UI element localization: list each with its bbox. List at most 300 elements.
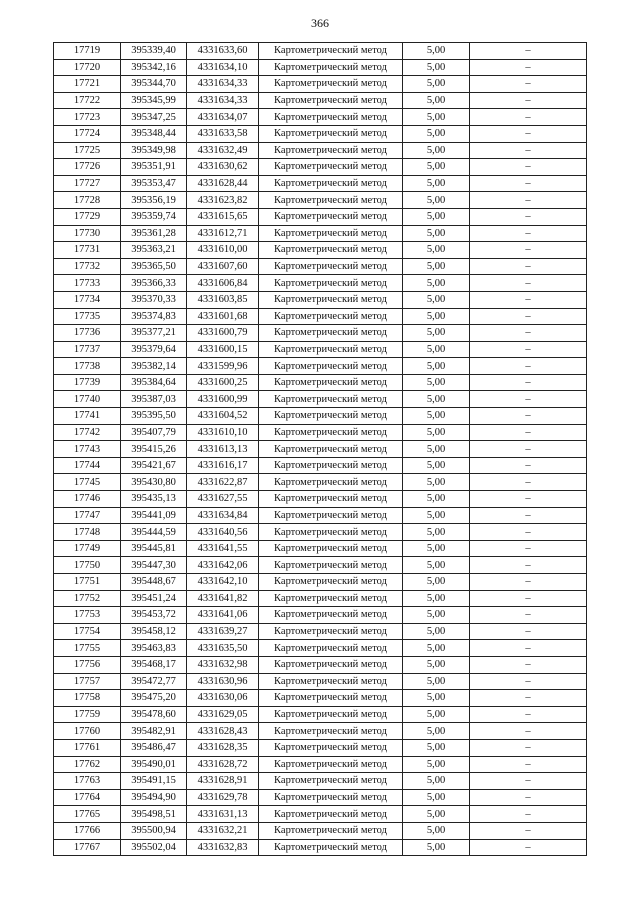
description-cell: –: [470, 756, 587, 773]
description-cell: –: [470, 690, 587, 707]
description-cell: –: [470, 125, 587, 142]
point-number-cell: 17763: [54, 773, 121, 790]
method-cell: Картометрический метод: [259, 623, 403, 640]
x-coordinate-cell: 395356,19: [121, 192, 187, 209]
table-body: [54, 43, 587, 856]
method-cell: Картометрический метод: [259, 590, 403, 607]
method-cell: Картометрический метод: [259, 43, 403, 60]
table-row: [54, 773, 587, 790]
y-coordinate-cell: 4331616,17: [187, 457, 259, 474]
y-coordinate-cell: 4331604,52: [187, 408, 259, 425]
accuracy-cell: 5,00: [403, 474, 470, 491]
table-row: [54, 76, 587, 93]
table-row: [54, 623, 587, 640]
x-coordinate-cell: 395435,13: [121, 491, 187, 508]
point-number-cell: 17744: [54, 457, 121, 474]
table-row: [54, 822, 587, 839]
y-coordinate-cell: 4331641,82: [187, 590, 259, 607]
point-number-cell: 17756: [54, 656, 121, 673]
point-number-cell: 17722: [54, 92, 121, 109]
accuracy-cell: 5,00: [403, 491, 470, 508]
table-row: [54, 391, 587, 408]
table-row: [54, 756, 587, 773]
method-cell: Картометрический метод: [259, 59, 403, 76]
point-number-cell: 17740: [54, 391, 121, 408]
table-row: [54, 208, 587, 225]
table-row: [54, 739, 587, 756]
x-coordinate-cell: 395468,17: [121, 656, 187, 673]
description-cell: –: [470, 225, 587, 242]
y-coordinate-cell: 4331628,43: [187, 723, 259, 740]
description-cell: –: [470, 308, 587, 325]
point-number-cell: 17757: [54, 673, 121, 690]
accuracy-cell: 5,00: [403, 723, 470, 740]
description-cell: –: [470, 706, 587, 723]
table-row: [54, 524, 587, 541]
accuracy-cell: 5,00: [403, 391, 470, 408]
table-row: [54, 690, 587, 707]
table-row: [54, 374, 587, 391]
y-coordinate-cell: 4331632,49: [187, 142, 259, 159]
method-cell: Картометрический метод: [259, 756, 403, 773]
method-cell: Картометрический метод: [259, 457, 403, 474]
accuracy-cell: 5,00: [403, 507, 470, 524]
method-cell: Картометрический метод: [259, 806, 403, 823]
y-coordinate-cell: 4331628,72: [187, 756, 259, 773]
description-cell: –: [470, 76, 587, 93]
y-coordinate-cell: 4331641,06: [187, 607, 259, 624]
table-row: [54, 789, 587, 806]
description-cell: –: [470, 242, 587, 259]
table-row: [54, 723, 587, 740]
description-cell: –: [470, 358, 587, 375]
accuracy-cell: 5,00: [403, 607, 470, 624]
y-coordinate-cell: 4331600,99: [187, 391, 259, 408]
table-row: [54, 673, 587, 690]
x-coordinate-cell: 395475,20: [121, 690, 187, 707]
accuracy-cell: 5,00: [403, 590, 470, 607]
table-row: [54, 607, 587, 624]
y-coordinate-cell: 4331631,13: [187, 806, 259, 823]
point-number-cell: 17724: [54, 125, 121, 142]
x-coordinate-cell: 395486,47: [121, 739, 187, 756]
method-cell: Картометрический метод: [259, 574, 403, 591]
accuracy-cell: 5,00: [403, 524, 470, 541]
y-coordinate-cell: 4331630,62: [187, 159, 259, 176]
table-row: [54, 43, 587, 60]
point-number-cell: 17723: [54, 109, 121, 126]
description-cell: –: [470, 822, 587, 839]
method-cell: Картометрический метод: [259, 540, 403, 557]
table-row: [54, 474, 587, 491]
point-number-cell: 17760: [54, 723, 121, 740]
point-number-cell: 17765: [54, 806, 121, 823]
x-coordinate-cell: 395448,67: [121, 574, 187, 591]
point-number-cell: 17725: [54, 142, 121, 159]
point-number-cell: 17754: [54, 623, 121, 640]
method-cell: Картометрический метод: [259, 159, 403, 176]
method-cell: Картометрический метод: [259, 92, 403, 109]
table-row: [54, 175, 587, 192]
accuracy-cell: 5,00: [403, 59, 470, 76]
table-row: [54, 92, 587, 109]
method-cell: Картометрический метод: [259, 341, 403, 358]
method-cell: Картометрический метод: [259, 258, 403, 275]
y-coordinate-cell: 4331623,82: [187, 192, 259, 209]
accuracy-cell: 5,00: [403, 690, 470, 707]
x-coordinate-cell: 395491,15: [121, 773, 187, 790]
y-coordinate-cell: 4331632,21: [187, 822, 259, 839]
method-cell: Картометрический метод: [259, 607, 403, 624]
y-coordinate-cell: 4331610,10: [187, 424, 259, 441]
y-coordinate-cell: 4331606,84: [187, 275, 259, 292]
y-coordinate-cell: 4331613,13: [187, 441, 259, 458]
table-row: [54, 258, 587, 275]
method-cell: Картометрический метод: [259, 308, 403, 325]
accuracy-cell: 5,00: [403, 43, 470, 60]
x-coordinate-cell: 395500,94: [121, 822, 187, 839]
method-cell: Картометрический метод: [259, 690, 403, 707]
method-cell: Картометрический метод: [259, 773, 403, 790]
point-number-cell: 17728: [54, 192, 121, 209]
table-row: [54, 225, 587, 242]
point-number-cell: 17752: [54, 590, 121, 607]
description-cell: –: [470, 275, 587, 292]
point-number-cell: 17743: [54, 441, 121, 458]
point-number-cell: 17741: [54, 408, 121, 425]
description-cell: –: [470, 441, 587, 458]
method-cell: Картометрический метод: [259, 491, 403, 508]
table-row: [54, 574, 587, 591]
point-number-cell: 17733: [54, 275, 121, 292]
y-coordinate-cell: 4331628,44: [187, 175, 259, 192]
table-row: [54, 457, 587, 474]
x-coordinate-cell: 395382,14: [121, 358, 187, 375]
method-cell: Картометрический метод: [259, 789, 403, 806]
x-coordinate-cell: 395445,81: [121, 540, 187, 557]
y-coordinate-cell: 4331635,50: [187, 640, 259, 657]
table-row: [54, 806, 587, 823]
point-number-cell: 17720: [54, 59, 121, 76]
y-coordinate-cell: 4331634,33: [187, 92, 259, 109]
point-number-cell: 17737: [54, 341, 121, 358]
x-coordinate-cell: 395415,26: [121, 441, 187, 458]
point-number-cell: 17726: [54, 159, 121, 176]
x-coordinate-cell: 395441,09: [121, 507, 187, 524]
y-coordinate-cell: 4331630,96: [187, 673, 259, 690]
description-cell: –: [470, 291, 587, 308]
point-number-cell: 17746: [54, 491, 121, 508]
y-coordinate-cell: 4331633,58: [187, 125, 259, 142]
y-coordinate-cell: 4331632,83: [187, 839, 259, 856]
point-number-cell: 17734: [54, 291, 121, 308]
page-number: 366: [311, 16, 329, 30]
y-coordinate-cell: 4331628,35: [187, 739, 259, 756]
description-cell: –: [470, 457, 587, 474]
method-cell: Картометрический метод: [259, 208, 403, 225]
method-cell: Картометрический метод: [259, 524, 403, 541]
description-cell: –: [470, 109, 587, 126]
point-number-cell: 17750: [54, 557, 121, 574]
x-coordinate-cell: 395351,91: [121, 159, 187, 176]
description-cell: –: [470, 192, 587, 209]
table-row: [54, 408, 587, 425]
accuracy-cell: 5,00: [403, 673, 470, 690]
point-number-cell: 17732: [54, 258, 121, 275]
description-cell: –: [470, 474, 587, 491]
y-coordinate-cell: 4331603,85: [187, 291, 259, 308]
y-coordinate-cell: 4331615,65: [187, 208, 259, 225]
point-number-cell: 17759: [54, 706, 121, 723]
point-number-cell: 17736: [54, 325, 121, 342]
accuracy-cell: 5,00: [403, 208, 470, 225]
table-row: [54, 491, 587, 508]
accuracy-cell: 5,00: [403, 640, 470, 657]
description-cell: –: [470, 723, 587, 740]
accuracy-cell: 5,00: [403, 258, 470, 275]
x-coordinate-cell: 395472,77: [121, 673, 187, 690]
table-row: [54, 590, 587, 607]
accuracy-cell: 5,00: [403, 424, 470, 441]
method-cell: Картометрический метод: [259, 225, 403, 242]
method-cell: Картометрический метод: [259, 474, 403, 491]
x-coordinate-cell: 395384,64: [121, 374, 187, 391]
x-coordinate-cell: 395430,80: [121, 474, 187, 491]
table-row: [54, 125, 587, 142]
x-coordinate-cell: 395339,40: [121, 43, 187, 60]
accuracy-cell: 5,00: [403, 374, 470, 391]
description-cell: –: [470, 208, 587, 225]
accuracy-cell: 5,00: [403, 540, 470, 557]
accuracy-cell: 5,00: [403, 739, 470, 756]
x-coordinate-cell: 395490,01: [121, 756, 187, 773]
point-number-cell: 17738: [54, 358, 121, 375]
x-coordinate-cell: 395363,21: [121, 242, 187, 259]
x-coordinate-cell: 395387,03: [121, 391, 187, 408]
description-cell: –: [470, 59, 587, 76]
accuracy-cell: 5,00: [403, 623, 470, 640]
table-row: [54, 839, 587, 856]
x-coordinate-cell: 395348,44: [121, 125, 187, 142]
accuracy-cell: 5,00: [403, 291, 470, 308]
description-cell: –: [470, 839, 587, 856]
point-number-cell: 17747: [54, 507, 121, 524]
method-cell: Картометрический метод: [259, 739, 403, 756]
x-coordinate-cell: 395407,79: [121, 424, 187, 441]
accuracy-cell: 5,00: [403, 159, 470, 176]
y-coordinate-cell: 4331632,98: [187, 656, 259, 673]
description-cell: –: [470, 43, 587, 60]
x-coordinate-cell: 395374,83: [121, 308, 187, 325]
description-cell: –: [470, 175, 587, 192]
table-row: [54, 424, 587, 441]
description-cell: –: [470, 739, 587, 756]
description-cell: –: [470, 673, 587, 690]
table-row: [54, 341, 587, 358]
method-cell: Картометрический метод: [259, 441, 403, 458]
method-cell: Картометрический метод: [259, 408, 403, 425]
point-number-cell: 17735: [54, 308, 121, 325]
description-cell: –: [470, 557, 587, 574]
point-number-cell: 17762: [54, 756, 121, 773]
x-coordinate-cell: 395494,90: [121, 789, 187, 806]
accuracy-cell: 5,00: [403, 225, 470, 242]
x-coordinate-cell: 395447,30: [121, 557, 187, 574]
y-coordinate-cell: 4331634,84: [187, 507, 259, 524]
method-cell: Картометрический метод: [259, 656, 403, 673]
description-cell: –: [470, 325, 587, 342]
method-cell: Картометрический метод: [259, 76, 403, 93]
method-cell: Картометрический метод: [259, 175, 403, 192]
coordinates-table: [53, 42, 587, 856]
x-coordinate-cell: 395451,24: [121, 590, 187, 607]
accuracy-cell: 5,00: [403, 308, 470, 325]
description-cell: –: [470, 789, 587, 806]
point-number-cell: 17761: [54, 739, 121, 756]
y-coordinate-cell: 4331634,33: [187, 76, 259, 93]
table-row: [54, 325, 587, 342]
description-cell: –: [470, 773, 587, 790]
y-coordinate-cell: 4331634,10: [187, 59, 259, 76]
accuracy-cell: 5,00: [403, 76, 470, 93]
x-coordinate-cell: 395349,98: [121, 142, 187, 159]
accuracy-cell: 5,00: [403, 175, 470, 192]
description-cell: –: [470, 640, 587, 657]
description-cell: –: [470, 341, 587, 358]
method-cell: Картометрический метод: [259, 275, 403, 292]
point-number-cell: 17766: [54, 822, 121, 839]
method-cell: Картометрический метод: [259, 125, 403, 142]
y-coordinate-cell: 4331642,10: [187, 574, 259, 591]
point-number-cell: 17767: [54, 839, 121, 856]
x-coordinate-cell: 395482,91: [121, 723, 187, 740]
x-coordinate-cell: 395395,50: [121, 408, 187, 425]
x-coordinate-cell: 395463,83: [121, 640, 187, 657]
description-cell: –: [470, 424, 587, 441]
description-cell: –: [470, 92, 587, 109]
table-row: [54, 358, 587, 375]
table-row: [54, 242, 587, 259]
method-cell: Картометрический метод: [259, 374, 403, 391]
point-number-cell: 17727: [54, 175, 121, 192]
description-cell: –: [470, 623, 587, 640]
accuracy-cell: 5,00: [403, 806, 470, 823]
accuracy-cell: 5,00: [403, 358, 470, 375]
point-number-cell: 17755: [54, 640, 121, 657]
method-cell: Картометрический метод: [259, 142, 403, 159]
description-cell: –: [470, 806, 587, 823]
accuracy-cell: 5,00: [403, 341, 470, 358]
description-cell: –: [470, 524, 587, 541]
accuracy-cell: 5,00: [403, 457, 470, 474]
description-cell: –: [470, 142, 587, 159]
y-coordinate-cell: 4331600,25: [187, 374, 259, 391]
point-number-cell: 17749: [54, 540, 121, 557]
accuracy-cell: 5,00: [403, 125, 470, 142]
x-coordinate-cell: 395345,99: [121, 92, 187, 109]
description-cell: –: [470, 507, 587, 524]
method-cell: Картометрический метод: [259, 424, 403, 441]
y-coordinate-cell: 4331607,60: [187, 258, 259, 275]
accuracy-cell: 5,00: [403, 656, 470, 673]
table-row: [54, 706, 587, 723]
accuracy-cell: 5,00: [403, 574, 470, 591]
point-number-cell: 17739: [54, 374, 121, 391]
accuracy-cell: 5,00: [403, 839, 470, 856]
y-coordinate-cell: 4331628,91: [187, 773, 259, 790]
y-coordinate-cell: 4331641,55: [187, 540, 259, 557]
method-cell: Картометрический метод: [259, 325, 403, 342]
y-coordinate-cell: 4331610,00: [187, 242, 259, 259]
description-cell: –: [470, 540, 587, 557]
method-cell: Картометрический метод: [259, 109, 403, 126]
x-coordinate-cell: 395498,51: [121, 806, 187, 823]
accuracy-cell: 5,00: [403, 142, 470, 159]
method-cell: Картометрический метод: [259, 706, 403, 723]
point-number-cell: 17751: [54, 574, 121, 591]
x-coordinate-cell: 395347,25: [121, 109, 187, 126]
table-row: [54, 656, 587, 673]
x-coordinate-cell: 395502,04: [121, 839, 187, 856]
x-coordinate-cell: 395366,33: [121, 275, 187, 292]
point-number-cell: 17758: [54, 690, 121, 707]
point-number-cell: 17721: [54, 76, 121, 93]
x-coordinate-cell: 395421,67: [121, 457, 187, 474]
point-number-cell: 17719: [54, 43, 121, 60]
y-coordinate-cell: 4331612,71: [187, 225, 259, 242]
x-coordinate-cell: 395453,72: [121, 607, 187, 624]
method-cell: Картометрический метод: [259, 291, 403, 308]
table-row: [54, 142, 587, 159]
table-row: [54, 275, 587, 292]
x-coordinate-cell: 395379,64: [121, 341, 187, 358]
x-coordinate-cell: 395342,16: [121, 59, 187, 76]
x-coordinate-cell: 395361,28: [121, 225, 187, 242]
accuracy-cell: 5,00: [403, 706, 470, 723]
method-cell: Картометрический метод: [259, 822, 403, 839]
y-coordinate-cell: 4331629,05: [187, 706, 259, 723]
y-coordinate-cell: 4331633,60: [187, 43, 259, 60]
point-number-cell: 17730: [54, 225, 121, 242]
accuracy-cell: 5,00: [403, 192, 470, 209]
point-number-cell: 17753: [54, 607, 121, 624]
method-cell: Картометрический метод: [259, 557, 403, 574]
accuracy-cell: 5,00: [403, 756, 470, 773]
x-coordinate-cell: 395444,59: [121, 524, 187, 541]
point-number-cell: 17748: [54, 524, 121, 541]
y-coordinate-cell: 4331630,06: [187, 690, 259, 707]
y-coordinate-cell: 4331600,15: [187, 341, 259, 358]
description-cell: –: [470, 656, 587, 673]
table-row: [54, 557, 587, 574]
y-coordinate-cell: 4331627,55: [187, 491, 259, 508]
x-coordinate-cell: 395353,47: [121, 175, 187, 192]
accuracy-cell: 5,00: [403, 109, 470, 126]
method-cell: Картометрический метод: [259, 242, 403, 259]
y-coordinate-cell: 4331600,79: [187, 325, 259, 342]
accuracy-cell: 5,00: [403, 242, 470, 259]
table-row: [54, 441, 587, 458]
x-coordinate-cell: 395365,50: [121, 258, 187, 275]
table-row: [54, 640, 587, 657]
description-cell: –: [470, 590, 587, 607]
x-coordinate-cell: 395458,12: [121, 623, 187, 640]
description-cell: –: [470, 391, 587, 408]
accuracy-cell: 5,00: [403, 408, 470, 425]
method-cell: Картометрический метод: [259, 673, 403, 690]
y-coordinate-cell: 4331599,96: [187, 358, 259, 375]
y-coordinate-cell: 4331634,07: [187, 109, 259, 126]
